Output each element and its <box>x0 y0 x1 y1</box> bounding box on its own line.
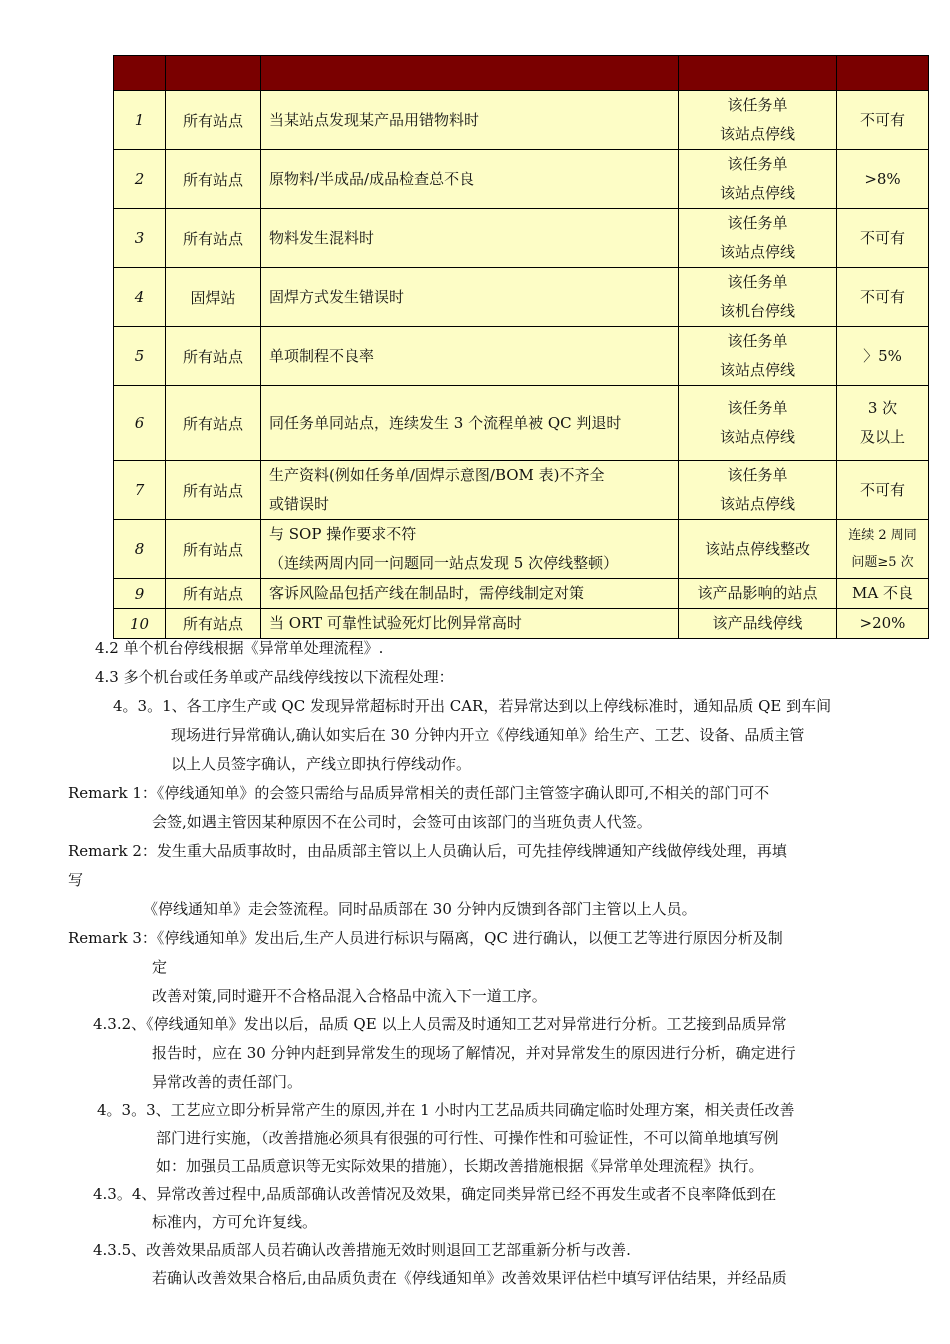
station-cell: 所有站点 <box>166 327 261 386</box>
section-4-3-2: 4.3.2、《停线通知单》发出以后，品质 QE 以上人员需及时通知工艺对异常进行分析。工艺接到品质异常 <box>93 1015 787 1033</box>
stop-scope-cell-line: 该任务单 <box>727 332 788 350</box>
stop-scope-cell-line: 该任务单 <box>727 96 788 114</box>
condition-cell <box>261 386 679 461</box>
standard-cell <box>837 386 929 461</box>
section-4-3-2-line2: 报告时，应在 30 分钟内赶到异常发生的现场了解情况，并对异常发生的原因进行分析，确定进行 <box>152 1044 796 1062</box>
section-4-3-4-line2: 标准内，方可允许复线。 <box>152 1213 318 1231</box>
section-4-2: 4.2 单个机台停线根据《异常单处理流程》. <box>95 639 384 657</box>
standard-cell-line: MA 不良 <box>852 584 913 602</box>
header-cell <box>837 56 929 91</box>
row-number-cell: 9 <box>114 579 166 609</box>
remark-2-line2: 《停线通知单》走会签流程。同时品质部在 30 分钟内反馈到各部门主管以上人员。 <box>143 900 697 918</box>
condition-cell <box>261 91 679 150</box>
standard-cell-line: 不可有 <box>859 228 905 247</box>
condition-cell <box>261 520 679 579</box>
remark-3: Remark 3：《停线通知单》发出后,生产人员进行标识与隔离，QC 进行确认，以便工艺等进行原因分析及制 <box>68 929 783 947</box>
station-cell: 所有站点 <box>166 520 261 579</box>
condition-cell <box>261 579 679 609</box>
table-row <box>114 150 929 209</box>
section-4-3-3-line2: 部门进行实施，（改善措施必须具有很强的可行性、可操作性和可验证性，不可以简单地填写例 <box>156 1129 779 1147</box>
stop-scope-cell <box>679 91 837 150</box>
standard-cell-line: 连续 2 周同 <box>848 528 917 543</box>
standard-cell <box>837 268 929 327</box>
section-4-3-1: 4。3。1、各工序生产或 QC 发现异常超标时开出 CAR，若异常达到以上停线标准时，通知品质 QE 到车间 <box>113 697 832 715</box>
station-cell: 所有站点 <box>166 209 261 268</box>
condition-cell-line: 当 ORT 可靠性试验死灯比例异常高时 <box>269 614 522 632</box>
condition-cell-line: 同任务单同站点，连续发生 3 个流程单被 QC 判退时 <box>269 413 622 432</box>
condition-cell <box>261 209 679 268</box>
stop-scope-cell-line: 该机台停线 <box>719 302 795 320</box>
remark-3-line2: 改善对策,同时避开不合格品混入合格品中流入下一道工序。 <box>152 987 547 1005</box>
stop-scope-cell <box>679 268 837 327</box>
standard-cell-line: 不可有 <box>859 110 905 129</box>
stop-line-criteria-table <box>113 55 929 639</box>
station-cell: 所有站点 <box>166 609 261 639</box>
stop-scope-cell-line: 该产品影响的站点 <box>697 584 818 602</box>
standard-cell-line: >20% <box>859 614 906 632</box>
table-row <box>114 209 929 268</box>
station-cell: 所有站点 <box>166 91 261 150</box>
standard-cell <box>837 461 929 520</box>
stop-scope-cell-line: 该任务单 <box>727 155 788 173</box>
section-4-3-4: 4.3。4、异常改善过程中,品质部确认改善情况及效果，确定同类异常已经不再发生或者不良率降低到在 <box>93 1185 777 1203</box>
remark-1: Remark 1：《停线通知单》的会签只需给与品质异常相关的责任部门主管签字确认即可,不相关的部门可不 <box>68 784 770 802</box>
condition-cell-line: 原物料/半成品/成品检查总不良 <box>269 169 475 188</box>
standard-cell-line: 问题≥5 次 <box>851 555 914 570</box>
stop-scope-cell <box>679 386 837 461</box>
table-row <box>114 520 929 579</box>
condition-cell-line: 客诉风险品包括产线在制品时，需停线制定对策 <box>269 584 585 602</box>
row-number-cell: 6 <box>114 386 166 461</box>
stop-scope-cell <box>679 461 837 520</box>
section-4-3-1-line3: 以上人员签字确认，产线立即执行停线动作。 <box>171 755 472 773</box>
table-row <box>114 579 929 609</box>
condition-cell-line: 物料发生混料时 <box>269 228 375 247</box>
condition-cell-line: 与 SOP 操作要求不符 <box>269 525 417 543</box>
section-4-3-5: 4.3.5、改善效果品质部人员若确认改善措施无效时则退回工艺部重新分析与改善. <box>93 1241 631 1259</box>
row-number-cell: 5 <box>114 327 166 386</box>
condition-cell <box>261 327 679 386</box>
standard-cell-line: 不可有 <box>859 480 905 499</box>
stop-scope-cell <box>679 150 837 209</box>
stop-scope-cell <box>679 609 837 639</box>
stop-scope-cell-line: 该任务单 <box>727 399 788 417</box>
row-number-cell: 2 <box>114 150 166 209</box>
remark-2: Remark 2：发生重大品质事故时，由品质部主管以上人员确认后，可先挂停线牌通知产线做停线处理，再填 <box>68 842 787 860</box>
section-4-3: 4.3 多个机台或任务单或产品线停线按以下流程处理： <box>95 668 454 686</box>
standard-cell-line: >8% <box>864 169 901 188</box>
station-cell: 所有站点 <box>166 386 261 461</box>
standard-cell <box>837 609 929 639</box>
header-cell <box>166 56 261 91</box>
stop-scope-cell-line: 该站点停线 <box>719 184 795 202</box>
row-number-cell: 3 <box>114 209 166 268</box>
remark-2-wrap: 写 <box>68 871 84 889</box>
condition-cell <box>261 461 679 520</box>
condition-cell-line: 单项制程不良率 <box>269 346 375 365</box>
table-row <box>114 268 929 327</box>
row-number-cell: 8 <box>114 520 166 579</box>
condition-cell-line: （连续两周内同一问题同一站点发现 5 次停线整顿） <box>269 554 619 572</box>
remark-3-wrap: 定 <box>152 958 168 976</box>
standard-cell <box>837 327 929 386</box>
remark-1-line2: 会签,如遇主管因某种原因不在公司时，会签可由该部门的当班负责人代签。 <box>152 813 652 831</box>
section-4-3-3: 4。3。3、工艺应立即分析异常产生的原因,并在 1 小时内工艺品质共同确定临时处理方案，相关责任改善 <box>97 1101 795 1119</box>
stop-scope-cell-line: 该站点停线 <box>719 495 795 513</box>
header-cell <box>679 56 837 91</box>
stop-scope-cell-line: 该站点停线 <box>719 428 795 446</box>
header-cell <box>114 56 166 91</box>
stop-scope-cell-line: 该任务单 <box>727 273 788 291</box>
station-cell: 所有站点 <box>166 579 261 609</box>
header-cell <box>261 56 679 91</box>
section-4-3-1-line2: 现场进行异常确认,确认如实后在 30 分钟内开立《停线通知单》给生产、工艺、设备、品质主管 <box>171 726 805 744</box>
standard-cell <box>837 520 929 579</box>
condition-cell-line: 或错误时 <box>269 495 330 513</box>
table-header-row <box>114 56 929 91</box>
standard-cell-line: 3 次 <box>867 399 898 417</box>
row-number-cell: 1 <box>114 91 166 150</box>
condition-cell-line: 当某站点发现某产品用错物料时 <box>269 110 480 129</box>
table-row <box>114 91 929 150</box>
section-4-3-2-line3: 异常改善的责任部门。 <box>152 1073 303 1091</box>
condition-cell-line: 固焊方式发生错误时 <box>269 287 405 306</box>
stop-scope-cell-line: 该任务单 <box>727 466 788 484</box>
row-number-cell: 7 <box>114 461 166 520</box>
row-number-cell: 4 <box>114 268 166 327</box>
stop-scope-cell-line: 该站点停线 <box>719 125 795 143</box>
condition-cell <box>261 268 679 327</box>
condition-cell <box>261 150 679 209</box>
table-row <box>114 327 929 386</box>
stop-scope-cell-line: 该站点停线 <box>719 243 795 261</box>
standard-cell <box>837 209 929 268</box>
stop-scope-cell <box>679 579 837 609</box>
table-row <box>114 386 929 461</box>
section-4-3-5-line2: 若确认改善效果合格后,由品质负责在《停线通知单》改善效果评估栏中填写评估结果，并经品质 <box>152 1269 787 1287</box>
station-cell: 固焊站 <box>166 268 261 327</box>
table-row <box>114 461 929 520</box>
standard-cell <box>837 91 929 150</box>
row-number-cell: 10 <box>114 609 166 639</box>
station-cell: 所有站点 <box>166 150 261 209</box>
stop-scope-cell <box>679 209 837 268</box>
condition-cell-line: 生产资料(例如任务单/固焊示意图/BOM 表)不齐全 <box>269 466 605 484</box>
stop-scope-cell <box>679 327 837 386</box>
stop-scope-cell-line: 该站点停线 <box>719 361 795 379</box>
standard-cell-line: 〉5% <box>863 346 902 365</box>
stop-scope-cell <box>679 520 837 579</box>
stop-scope-cell-line: 该产品线停线 <box>712 614 803 632</box>
stop-scope-cell-line: 该站点停线整改 <box>704 539 810 558</box>
station-cell: 所有站点 <box>166 461 261 520</box>
standard-cell-line: 及以上 <box>859 428 905 446</box>
stop-scope-cell-line: 该任务单 <box>727 214 788 232</box>
section-4-3-3-line3: 如：加强员工品质意识等无实际效果的措施），长期改善措施根据《异常单处理流程》执行。 <box>156 1157 764 1175</box>
standard-cell <box>837 150 929 209</box>
standard-cell-line: 不可有 <box>859 287 905 306</box>
standard-cell <box>837 579 929 609</box>
